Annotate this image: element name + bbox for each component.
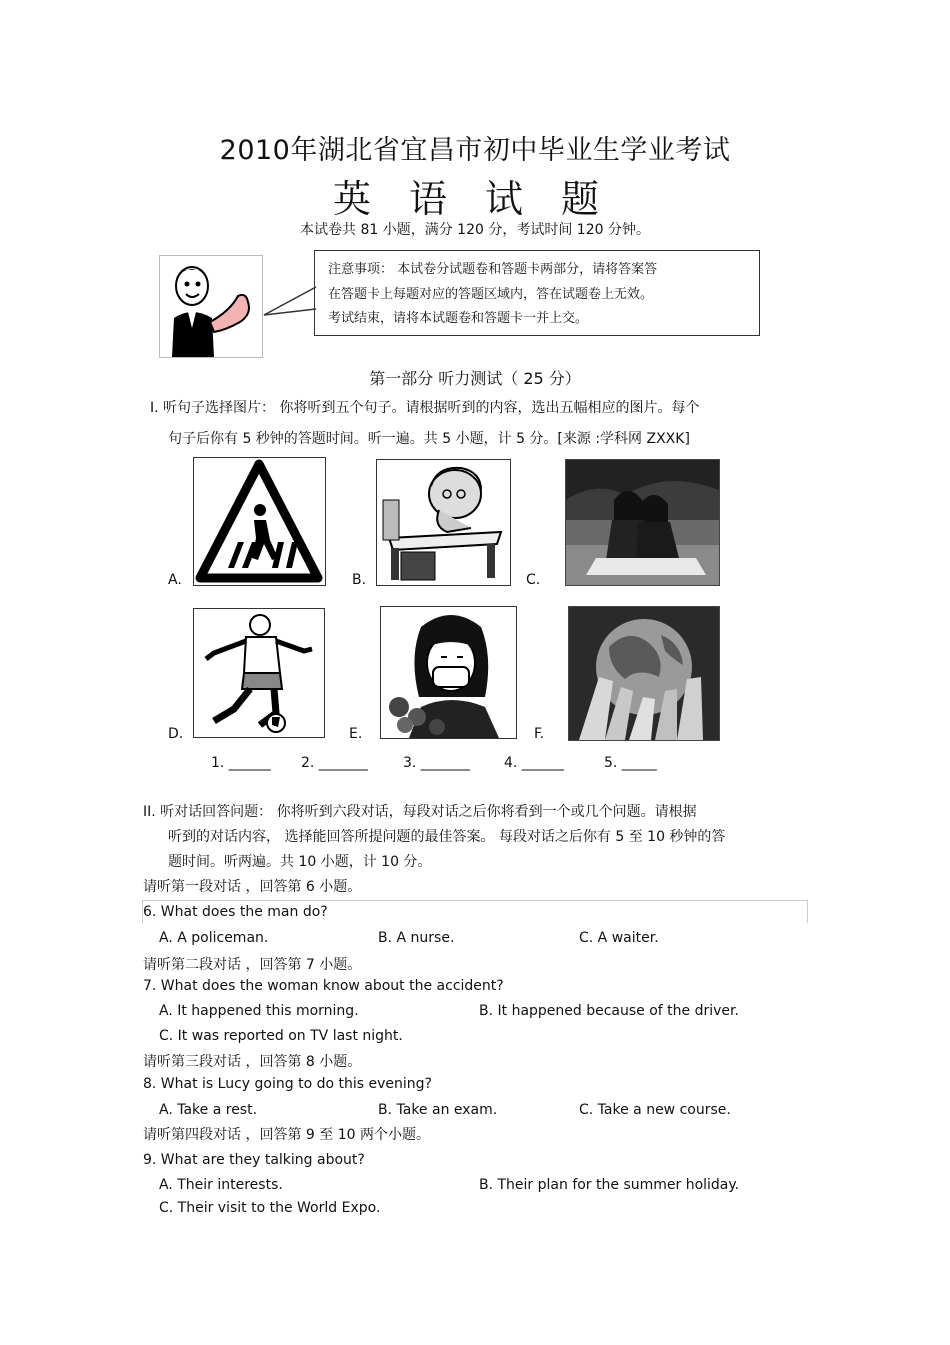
answer-blank-1: 1. ______ [211, 755, 271, 771]
picture-label-d: D. [168, 726, 184, 742]
exam-subject: 英语试题 [332, 177, 637, 221]
picture-d-soccer-player [193, 608, 325, 738]
question-6-option-c: C. A waiter. [579, 930, 659, 946]
question-7-option-a: A. It happened this morning. [159, 1003, 359, 1019]
question-7-option-b: B. It happened because of the driver. [479, 1003, 739, 1019]
answer-blank-5: 5. _____ [604, 755, 657, 771]
exam-info: 本试卷共 81 小题，满分 120 分，考试时间 120 分钟。 [300, 222, 650, 238]
question-8-option-b: B. Take an exam. [378, 1102, 498, 1118]
question-7-option-c: C. It was reported on TV last night. [159, 1028, 403, 1044]
section2-instructions-line3: 题时间。听两遍。共 10 小题，计 10 分。 [168, 854, 432, 870]
part1-heading: 第一部分 听力测试（ 25 分） [369, 369, 581, 388]
question-6: 6. What does the man do? [143, 904, 328, 920]
question-9: 9. What are they talking about? [143, 1152, 365, 1168]
answer-blank-4: 4. ______ [504, 755, 564, 771]
picture-label-a: A. [168, 572, 182, 588]
picture-c-two-girls-photo [565, 459, 720, 586]
notice-line-1: 注意事项： 本试卷分试题卷和答题卡两部分，请将答案答 [328, 262, 658, 277]
picture-e-sick-girl [380, 606, 517, 739]
dialogue-intro-1: 请听第一段对话 ，回答第 6 小题。 [143, 879, 362, 895]
picture-label-e: E. [349, 726, 363, 742]
exam-title: 2010年湖北省宜昌市初中毕业生学业考试 [219, 135, 731, 166]
callout-pointer [262, 285, 318, 325]
question-6-option-a: A. A policeman. [159, 930, 269, 946]
dialogue-intro-2: 请听第二段对话 ，回答第 7 小题。 [143, 957, 362, 973]
picture-label-f: F. [534, 726, 545, 742]
answer-blank-2: 2. _______ [301, 755, 368, 771]
question-9-option-a: A. Their interests. [159, 1177, 283, 1193]
question-9-option-b: B. Their plan for the summer holiday. [479, 1177, 740, 1193]
picture-label-c: C. [526, 572, 541, 588]
picture-label-b: B. [352, 572, 367, 588]
question-7: 7. What does the woman know about the accident? [143, 978, 504, 994]
teacher-cartoon-image [159, 255, 263, 358]
question-8-option-a: A. Take a rest. [159, 1102, 258, 1118]
notice-line-2: 在答题卡上每题对应的答题区域内，答在试题卷上无效。 [328, 287, 654, 302]
question-8-option-c: C. Take a new course. [579, 1102, 731, 1118]
section1-instructions-line1: I. 听句子选择图片： 你将听到五个句子。请根据听到的内容，选出五幅相应的图片。每个 [150, 400, 700, 416]
question-8: 8. What is Lucy going to do this evening? [143, 1076, 432, 1092]
question-6-option-b: B. A nurse. [378, 930, 455, 946]
section2-instructions-line2: 听到的对话内容， 选择能回答所提问题的最佳答案。 每段对话之后你有 5 至 10 秒钟的答 [168, 829, 726, 845]
picture-a-pedestrian-sign [193, 457, 326, 586]
picture-f-hands-globe [568, 606, 720, 741]
question-9-option-c: C. Their visit to the World Expo. [159, 1200, 381, 1216]
dialogue-intro-3: 请听第三段对话 ，回答第 8 小题。 [143, 1054, 362, 1070]
answer-blank-3: 3. _______ [403, 755, 470, 771]
notice-line-3: 考试结束，请将本试题卷和答题卡一并上交。 [328, 311, 589, 326]
picture-b-boy-at-desk [376, 459, 511, 586]
section2-instructions-line1: II. 听对话回答问题： 你将听到六段对话，每段对话之后你将看到一个或几个问题。请根据 [143, 804, 697, 820]
dialogue-intro-4: 请听第四段对话 ，回答第 9 至 10 两个小题。 [143, 1127, 430, 1143]
section1-instructions-line2: 句子后你有 5 秒钟的答题时间。听一遍。共 5 小题，计 5 分。[来源 :学科网 ZXXK] [168, 431, 690, 447]
